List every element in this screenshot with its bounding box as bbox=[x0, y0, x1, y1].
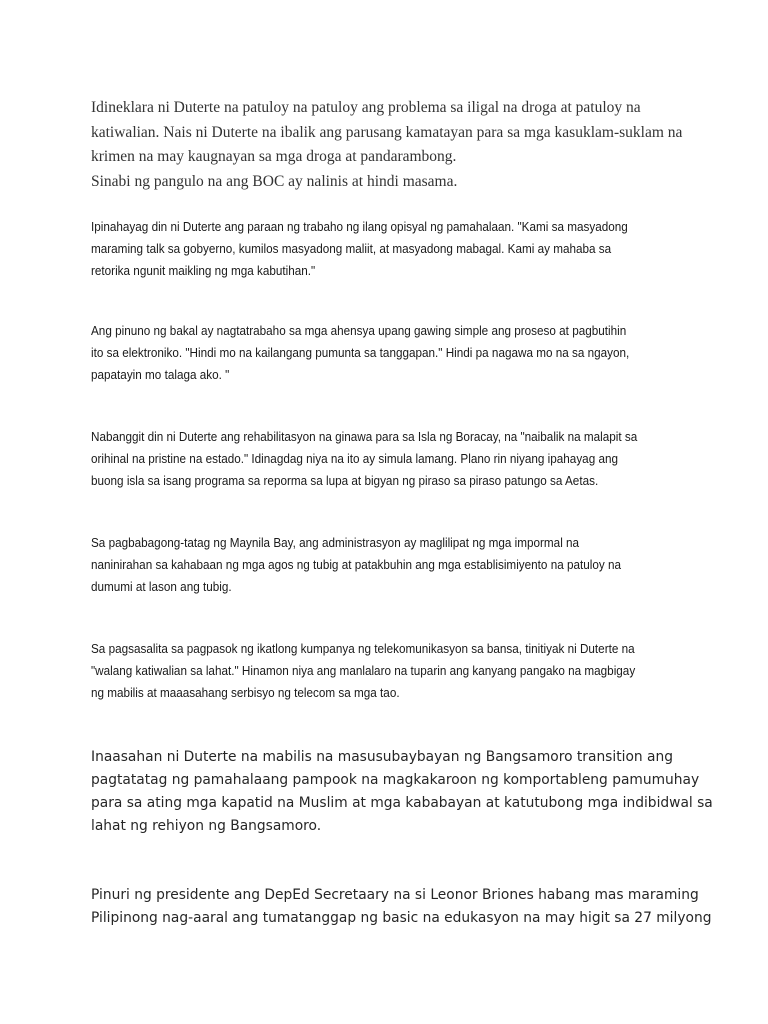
text-line: Ang pinuno ng bakal ay nagtatrabaho sa mga ahensya upang gawing simple ang proseso at pagbutihin bbox=[91, 324, 627, 338]
text-line: lahat ng rehiyon ng Bangsamoro. bbox=[91, 818, 322, 834]
text-line: naninirahan sa kahabaan ng mga agos ng tubig at patakbuhin ang mga establisimiyento na patuloy na bbox=[91, 558, 622, 572]
text-line: Sa pagsasalita sa pagpasok ng ikatlong kumpanya ng telekomunikasyon sa bansa, tinitiyak ni Duterte na bbox=[91, 642, 635, 656]
paragraph-boracay bbox=[91, 426, 637, 492]
text-line: Inaasahan ni Duterte na mabilis na masusubaybayan ng Bangsamoro transition ang bbox=[91, 749, 673, 765]
paragraph-deped bbox=[91, 884, 711, 930]
text-line: krimen na may kaugnayan sa mga droga at pandarambong. bbox=[91, 148, 457, 165]
text-line: katiwalian. Nais ni Duterte na ibalik ang parusang kamatayan para sa mga kasuklam-suklam na bbox=[91, 123, 683, 141]
paragraph-agencies bbox=[91, 320, 629, 386]
paragraph-manila-bay bbox=[91, 532, 621, 598]
text-line: Ipinahayag din ni Duterte ang paraan ng trabaho ng ilang opisyal ng pamahalaan. "Kami sa masyadong bbox=[91, 220, 628, 234]
paragraph-drug-problem bbox=[91, 96, 682, 194]
text-line: maraming talk sa gobyerno, kumilos masyadong maliit, at masyadong mabagal. Kami ay mahaba sa bbox=[91, 242, 612, 256]
text-line: Pinuri ng presidente ang DepEd Secretaary na si Leonor Briones habang mas maraming bbox=[91, 887, 699, 903]
text-line: Idineklara ni Duterte na patuloy na patuloy ang problema sa iligal na droga at patuloy na bbox=[91, 99, 641, 116]
text-line: ito sa elektroniko. "Hindi mo na kailangang pumunta sa tanggapan." Hindi pa nagawa mo na sa ngayon, bbox=[91, 346, 630, 360]
text-line: buong isla sa isang programa sa reporma sa lupa at bigyan ng piraso sa piraso patungo sa Aetas. bbox=[91, 474, 599, 488]
text-line: Pilipinong nag-aaral ang tumatanggap ng basic na edukasyon na may higit sa 27 milyong bbox=[91, 910, 712, 926]
text-line: ng mabilis at maaasahang serbisyo ng telecom sa mga tao. bbox=[91, 686, 400, 700]
text-line: para sa ating mga kapatid na Muslim at mga kababayan at katutubong mga indibidwal sa bbox=[91, 795, 713, 811]
paragraph-government-work bbox=[91, 216, 628, 282]
text-line: dumumi at lason ang tubig. bbox=[91, 580, 232, 594]
paragraph-telecom bbox=[91, 638, 635, 704]
paragraph-bangsamoro bbox=[91, 746, 713, 838]
text-line: pagtatatag ng pamahalaang pampook na magkakaroon ng komportableng pamumuhay bbox=[91, 772, 700, 788]
text-line: Sinabi ng pangulo na ang BOC ay nalinis at hindi masama. bbox=[91, 172, 458, 190]
text-line: retorika ngunit maikling ng mga kabutihan." bbox=[91, 264, 316, 278]
text-line: papatayin mo talaga ako. " bbox=[91, 368, 230, 382]
text-line: Sa pagbabagong-tatag ng Maynila Bay, ang administrasyon ay maglilipat ng mga impormal na bbox=[91, 536, 580, 550]
text-line: orihinal na pristine na estado." Idinagdag niya na ito ay simula lamang. Plano rin niyang ipahayag ang bbox=[91, 452, 619, 466]
text-line: "walang katiwalian sa lahat." Hinamon niya ang manlalaro na tuparin ang kanyang pangako na magbigay bbox=[91, 664, 636, 678]
text-line: Nabanggit din ni Duterte ang rehabilitasyon na ginawa para sa Isla ng Boracay, na "naibalik na malapit sa bbox=[91, 430, 638, 444]
